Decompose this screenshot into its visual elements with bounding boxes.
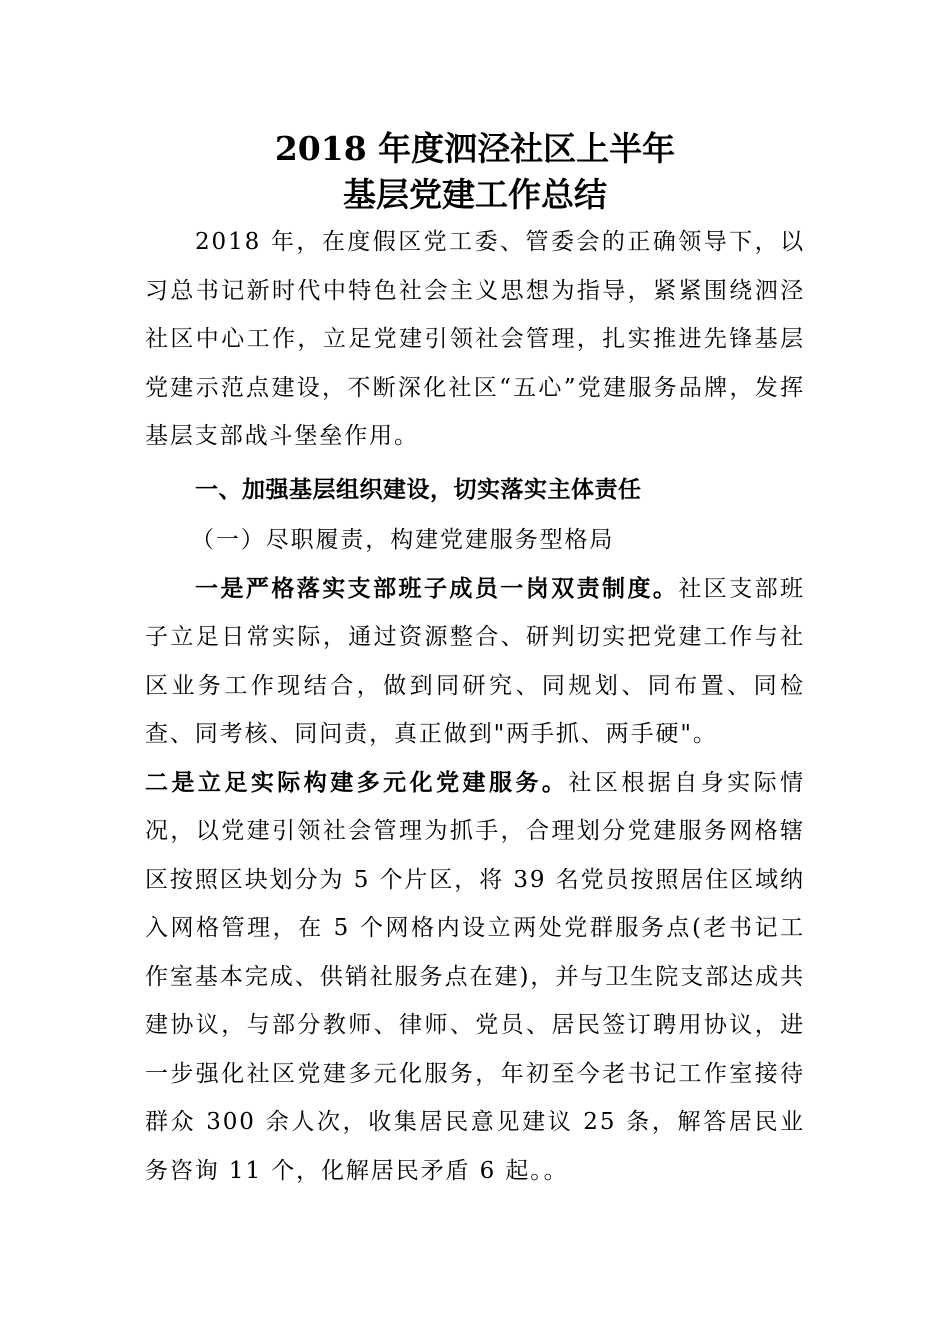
document-page: [145, 126, 805, 1195]
title-line-2: 基层党建工作总结: [343, 175, 607, 214]
section-1-heading: 一、加强基层组织建设，切实落实主体责任: [195, 476, 642, 503]
point-2-text: 社区根据自身实际情况，以党建引领社会管理为抓手，合理划分党建服务网格辖区按照区块划分为 5 个片区，将 39 名党员按照居住区域纳入网格管理，在 5 个网格内设立两处党群服务点(老书记工作室基本完成、供销社服务点在建)，并与卫生院支部达成共建协议，与部分教师、律师、党员、居民签订聘用协议，进一步强化社区党建多元化服务，年初至今老书记工作室接待群众 300 余人次，收集居民意见建议 25 条，解答居民业务咨询 11 个，化解居民矛盾 6 起。。: [145, 769, 805, 1184]
point-1-paragraph: [145, 565, 805, 759]
subsection-1-heading: （一）尽职履责，构建党建服务型格局: [191, 526, 615, 553]
document-title: [145, 126, 805, 218]
point-2-lead: 二是立足实际构建多元化党建服务。: [145, 769, 569, 796]
point-2-paragraph: [145, 759, 805, 1196]
title-line-1: 2018 年度泗泾社区上半年: [274, 129, 676, 168]
point-1-text: 社区支部班子立足日常实际，通过资源整合、研判切实把党建工作与社区业务工作现结合，做到同研究、同规划、同布置、同检查、同考核、同问责，真正做到"两手抓、两手硬"。: [145, 575, 805, 747]
intro-paragraph: 2018 年，在度假区党工委、管委会的正确领导下，以习总书记新时代中特色社会主义思想为指导，紧紧围绕泗泾社区中心工作，立足党建引领社会管理，扎实推进先锋基层党建示范点建设，不断深化社区“五心”党建服务品牌，发挥基层支部战斗堡垒作用。: [145, 229, 805, 449]
point-1-lead: 一是严格落实支部班子成员一岗双责制度。: [195, 575, 679, 602]
